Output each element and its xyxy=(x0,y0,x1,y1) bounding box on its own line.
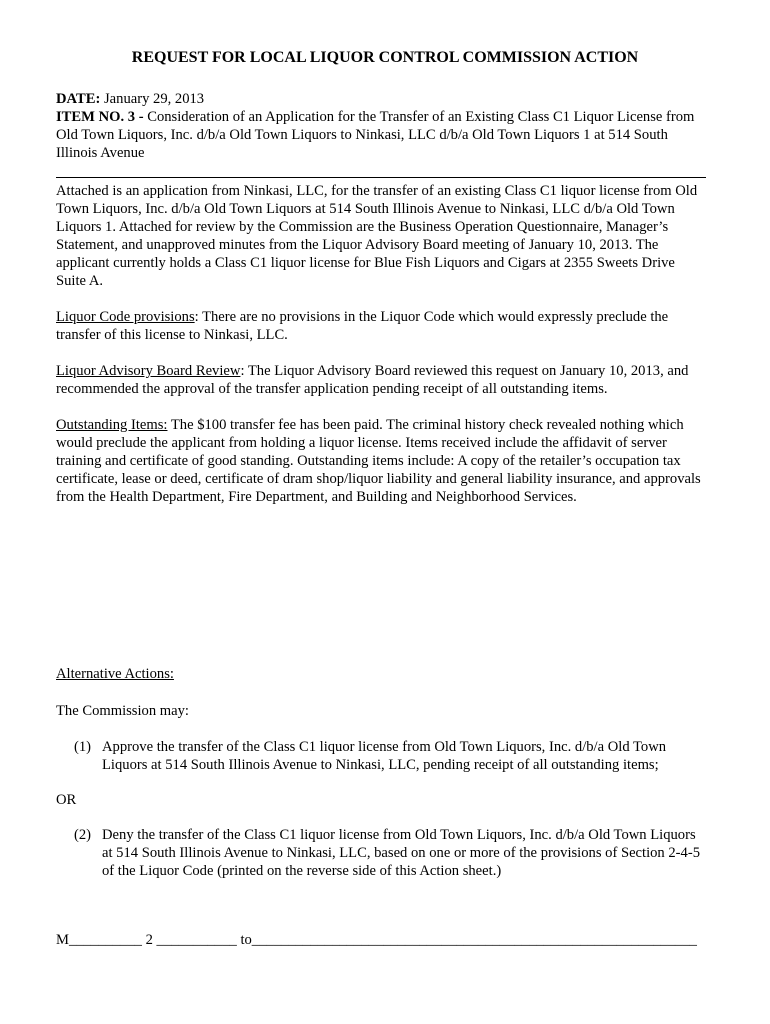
outstanding-items-heading: Outstanding Items: xyxy=(56,417,168,433)
or-separator: OR xyxy=(56,792,77,808)
outstanding-items-paragraph xyxy=(56,416,706,506)
liquor-code-paragraph xyxy=(56,308,706,344)
motion-line: M__________ 2 ___________ to_____________________________________________________________ xyxy=(56,932,697,948)
option-approve xyxy=(74,738,704,774)
advisory-board-heading: Liquor Advisory Board Review xyxy=(56,363,241,379)
commission-may-text: The Commission may: xyxy=(56,703,189,719)
option-approve-text: Approve the transfer of the Class C1 liquor license from Old Town Liquors, Inc. d/b/a Old Town Liquors at 514 South Illinois Avenue to Ninkasi, LLC, pending receipt of all outstanding items; xyxy=(102,739,667,773)
item-line xyxy=(56,108,706,162)
document-title: REQUEST FOR LOCAL LIQUOR CONTROL COMMISSION ACTION xyxy=(131,49,639,66)
divider-rule xyxy=(56,177,706,178)
option-deny-number: (2) xyxy=(74,827,92,843)
date-line xyxy=(56,90,706,108)
option-deny-text: Deny the transfer of the Class C1 liquor license from Old Town Liquors, Inc. d/b/a Old Town Liquors at 514 South Illinois Avenue to Ninkasi, LLC, based on one or more of the provisions of Section 2-4-5 of the Liquor Code (printed on the reverse side of this Action sheet.) xyxy=(102,827,700,879)
item-text: Consideration of an Application for the Transfer of an Existing Class C1 Liquor License from Old Town Liquors, Inc. d/b/a Old Town Liquors to Ninkasi, LLC d/b/a Old Town Liquors 1 at 514 South Illinois Avenue xyxy=(56,109,695,161)
option-approve-number: (1) xyxy=(74,739,92,755)
date-value: January 29, 2013 xyxy=(103,91,205,107)
item-label: ITEM NO. 3 - xyxy=(56,109,144,125)
advisory-board-paragraph xyxy=(56,362,706,398)
date-label: DATE: xyxy=(56,91,101,107)
advisory-board-text: : The Liquor Advisory Board reviewed this request on January 10, 2013, and recommended the approval of the transfer application pending receipt of all outstanding items. xyxy=(56,363,689,397)
liquor-code-text: : There are no provisions in the Liquor Code which would expressly preclude the transfer of this license to Ninkasi, LLC. xyxy=(56,309,669,343)
liquor-code-heading: Liquor Code provisions xyxy=(56,309,195,325)
header-block xyxy=(56,90,706,162)
outstanding-items-text: The $100 transfer fee has been paid. The criminal history check revealed nothing which would preclude the applicant from holding a liquor license. Items received include the affidavit of server training and certificate of good standing. Outstanding items include: A copy of the retailer’s occupation tax certificate, lease or deed, certificate of dram shop/liquor liability and general liability insurance, and approvals from the Health Department, Fire Department, and Building and Neighborhood Services. xyxy=(56,417,701,505)
option-deny xyxy=(74,826,704,880)
alternative-actions-heading: Alternative Actions: xyxy=(56,666,174,682)
intro-paragraph: Attached is an application from Ninkasi, LLC, for the transfer of an existing Class C1 liquor license from Old Town Liquors, Inc. d/b/a Old Town Liquors at 514 South Illinois Avenue to Ninkasi, LLC d/b/a Old Town Liquors 1. Attached for review by the Commission are the Business Operation Questionnaire, Manager’s Statement, and unapproved minutes from the Liquor Advisory Board meeting of January 10, 2013. The applicant currently holds a Class C1 liquor license for Blue Fish Liquors and Cigars at 2355 Sweets Drive Suite A. xyxy=(56,183,698,289)
